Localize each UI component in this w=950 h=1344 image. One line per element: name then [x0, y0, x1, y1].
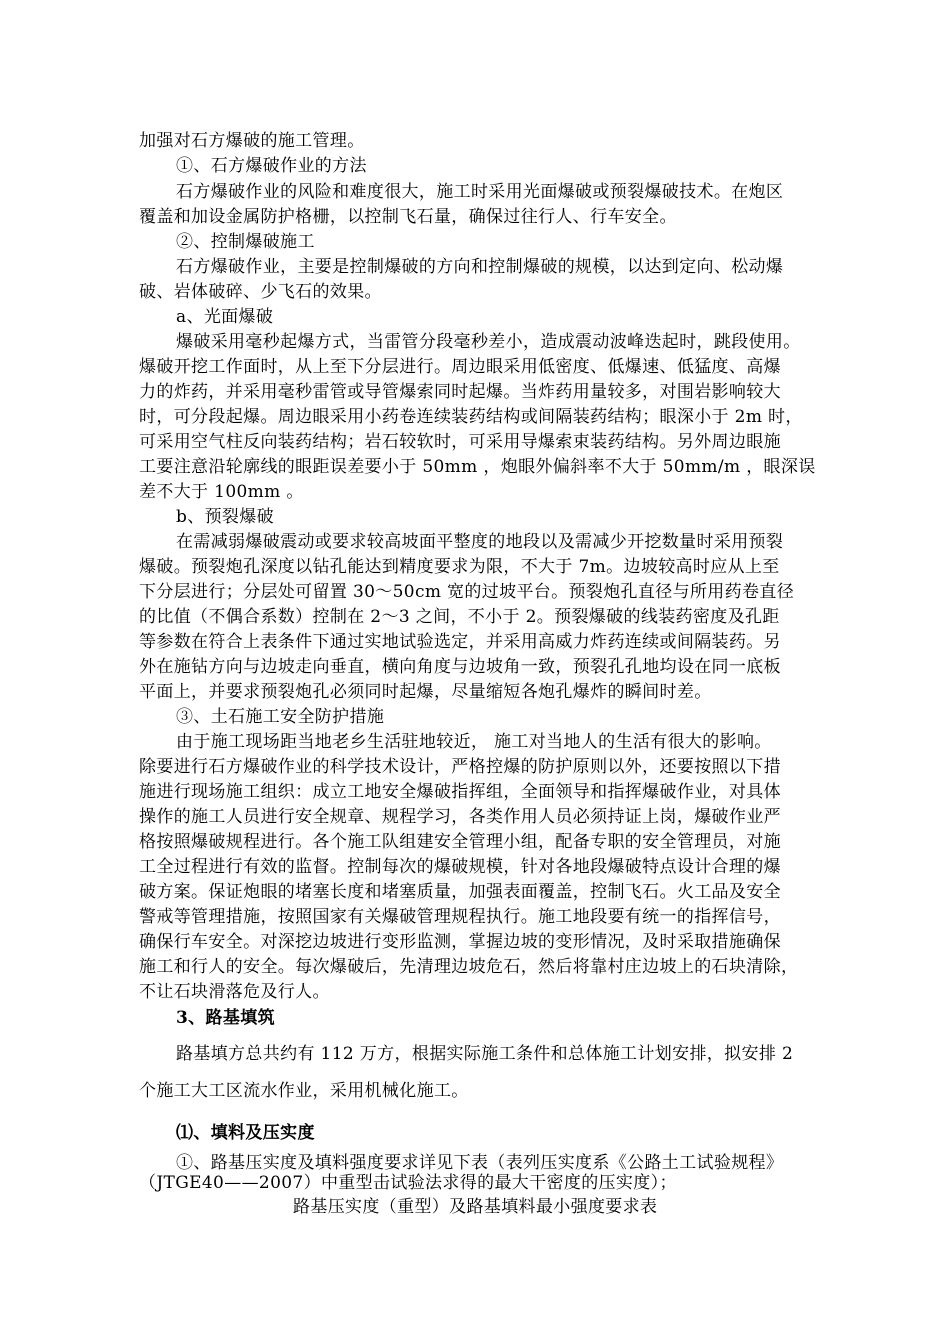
text-line: 加强对石方爆破的施工管理。 [139, 131, 365, 151]
text-line: ①、路基压实度及填料强度要求详见下表（表列压实度系《公路土工试验规程》 [176, 1153, 784, 1173]
text-line: 不让石块滑落危及行人。 [139, 982, 330, 1002]
text-line: 在需减弱爆破震动或要求较高坡面平整度的地段以及需减少开挖数量时采用预裂 [176, 532, 784, 552]
section-heading: ①、石方爆破作业的方法 [176, 156, 367, 176]
section-heading: ③、土石施工安全防护措施 [176, 707, 385, 727]
text-line: 石方爆破作业的风险和难度很大，施工时采用光面爆破或预裂爆破技术。在炮区 [176, 182, 784, 202]
text-line: 等参数在符合上表条件下通过实地试验选定，并采用高威力炸药连续或间隔装药。另 [139, 632, 781, 652]
text-line: 石方爆破作业，主要是控制爆破的方向和控制爆破的规模，以达到定向、松动爆 [176, 257, 784, 277]
text-line: 破、岩体破碎、少飞石的效果。 [139, 282, 382, 302]
text-line: 工要注意沿轮廓线的眼距误差要小于 50mm ，炮眼外偏斜率不大于 50mm/m ，眼深误 [139, 457, 816, 477]
text-line: 破方案。保证炮眼的堵塞长度和堵塞质量，加强表面覆盖，控制飞石。火工品及安全 [139, 882, 781, 902]
section-heading: a、光面爆破 [176, 307, 274, 327]
text-line: 的比值（不偶合系数）控制在 2～3 之间，不小于 2。预裂爆破的线装药密度及孔距 [139, 607, 780, 627]
text-line: 施工和行人的安全。每次爆破后，先清理边坡危石，然后将靠村庄边坡上的石块清除， [139, 957, 799, 977]
text-line: 覆盖和加设金属防护格栅，以控制飞石量，确保过往行人、行车安全。 [139, 207, 677, 227]
text-line: 爆破开挖工作面时，从上至下分层进行。周边眼采用低密度、低爆速、低猛度、高爆 [139, 357, 781, 377]
text-line: 可采用空气柱反向装药结构；岩石较软时，可采用导爆索束装药结构。另外周边眼施 [139, 432, 781, 452]
text-line: 爆破采用毫秒起爆方式，当雷管分段毫秒差小，造成震动波峰迭起时，跳段使用。 [176, 332, 801, 352]
text-line: 确保行车安全。对深挖边坡进行变形监测，掌握边坡的变形情况，及时采取措施确保 [139, 932, 781, 952]
text-line: 格按照爆破规程进行。各个施工队组建安全管理小组，配备专职的安全管理员，对施 [139, 832, 781, 852]
text-line: 工全过程进行有效的监督。控制每次的爆破规模，针对各地段爆破特点设计合理的爆 [139, 857, 781, 877]
text-line: 除要进行石方爆破作业的科学技术设计，严格控爆的防护原则以外，还要按照以下措 [139, 757, 781, 777]
text-line: 时，可分段起爆。周边眼采用小药卷连续装药结构或间隔装药结构；眼深小于 2m 时， [139, 407, 803, 427]
section-heading: ⑴、填料及压实度 [176, 1123, 315, 1143]
text-line: 力的炸药，并采用毫秒雷管或导管爆索同时起爆。当炸药用量较多，对围岩影响较大 [139, 382, 781, 402]
section-heading: ②、控制爆破施工 [176, 232, 315, 252]
section-heading: b、预裂爆破 [176, 507, 274, 527]
section-heading: 3、路基填筑 [176, 1008, 275, 1028]
text-line: 爆破。预裂炮孔深度以钻孔能达到精度要求为限，不大于 7m。边坡较高时应从上至 [139, 557, 780, 577]
text-line: 警戒等管理措施，按照国家有关爆破管理规程执行。施工地段要有统一的指挥信号， [139, 907, 781, 927]
text-line: 平面上，并要求预裂炮孔必须同时起爆，尽量缩短各炮孔爆炸的瞬间时差。 [139, 682, 712, 702]
text-line: 外在施钻方向与边坡走向垂直，横向角度与边坡角一致，预裂孔孔地均设在同一底板 [139, 657, 781, 677]
text-line: 个施工大工区流水作业，采用机械化施工。 [139, 1081, 469, 1101]
text-line: 差不大于 100mm 。 [139, 482, 304, 502]
table-caption: 路基压实度（重型）及路基填料最小强度要求表 [293, 1197, 658, 1217]
text-line: 下分层进行；分层处可留置 30～50cm 宽的过坡平台。预裂炮孔直径与所用药卷直径 [139, 582, 795, 602]
text-line: 施进行现场施工组织：成立工地安全爆破指挥组，全面领导和指挥爆破作业，对具体 [139, 782, 781, 802]
text-line: 操作的施工人员进行安全规章、规程学习，各类作用人员必须持证上岗，爆破作业严 [139, 807, 781, 827]
text-line: 由于施工现场距当地老乡生活驻地较近， 施工对当地人的生活有很大的影响。 [176, 732, 772, 752]
text-line: 路基填方总共约有 112 万方，根据实际施工条件和总体施工计划安排，拟安排 2 [176, 1044, 794, 1064]
text-line: （JTGE40——2007）中重型击试验法求得的最大干密度的压实度）； [139, 1173, 677, 1193]
